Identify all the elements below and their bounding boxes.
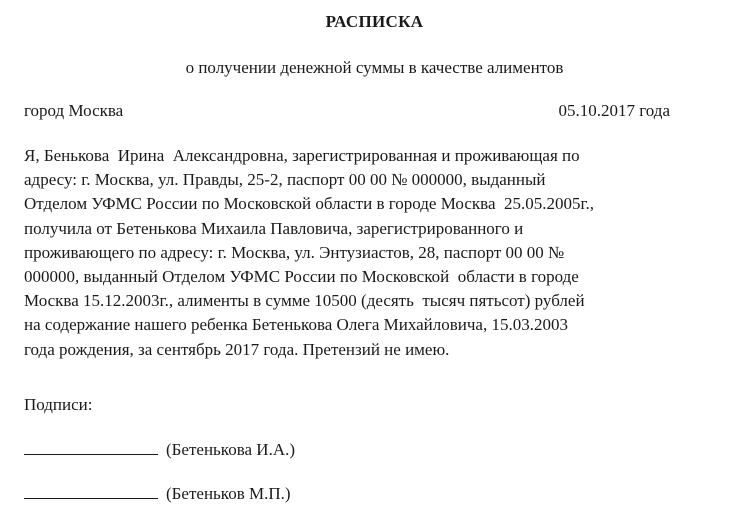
signature-line — [24, 481, 158, 499]
body-line: Москва 15.12.2003г., алименты в сумме 10500 (десять тысяч пятьсот) рублей — [24, 291, 585, 311]
body-line: Я, Бенькова Ирина Александровна, зарегистрированная и проживающая по — [24, 146, 580, 165]
place-date-row — [24, 101, 670, 121]
signature-line — [24, 437, 158, 455]
document-subtitle: о получении денежной суммы в качестве алиментов — [185, 58, 564, 77]
signatory-name: (Бетенькова И.А.) — [166, 440, 296, 459]
signatory-name: (Бетеньков М.П.) — [166, 484, 291, 503]
signature-row — [24, 481, 291, 504]
body-line: адресу: г. Москва, ул. Правды, 25-2, паспорт 00 00 № 000000, выданный — [24, 170, 546, 190]
body-line: 000000, выданный Отделом УФМС России по Московской области в городе — [24, 267, 579, 287]
body-line: года рождения, за сентябрь 2017 года. Претензий не имею. — [24, 339, 450, 359]
city-label: город Москва — [24, 101, 124, 120]
signatures-label: Подписи: — [24, 395, 93, 414]
body-line: получила от Бетенькова Михаила Павловича, зарегистрированного и — [24, 218, 524, 238]
document-date: 05.10.2017 года — [558, 101, 670, 120]
signature-row — [24, 437, 295, 460]
body-line: проживающего по адресу: г. Москва, ул. Энтузиастов, 28, паспорт 00 00 № — [24, 242, 565, 262]
body-line: Отделом УФМС России по Московской области в городе Москва 25.05.2005г., — [24, 194, 595, 214]
body-line: на содержание нашего ребенка Бетенькова Олега Михайловича, 15.03.2003 — [24, 315, 568, 335]
document-title: РАСПИСКА — [325, 12, 424, 31]
receipt-body — [24, 144, 724, 362]
